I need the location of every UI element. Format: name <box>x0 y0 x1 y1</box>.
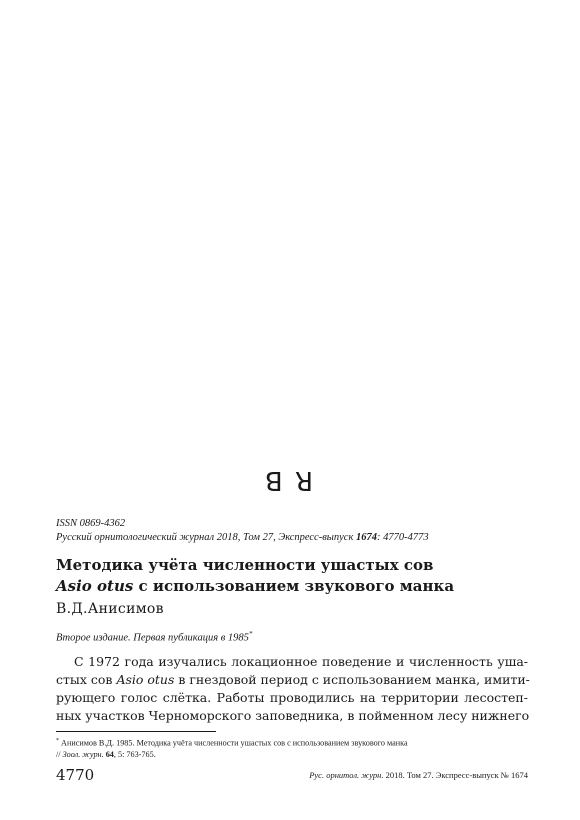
edition-footnote-mark: * <box>248 630 253 638</box>
body-line-2-end: в гнездовой период с использованием манка, имити- <box>174 672 530 687</box>
footnote-divider <box>56 731 216 732</box>
body-line-1: С 1972 года изучались локационное поведение и численность уша- <box>74 654 528 669</box>
running-footer <box>309 770 528 781</box>
body-species: Asio otus <box>116 672 175 687</box>
ornament-divider: ꓭ ꓤ <box>264 468 316 498</box>
title-species: Asio otus <box>56 577 134 595</box>
page-number: 4770 <box>56 766 95 784</box>
body-line-4: ных участков Черноморского заповедника, в пойменном лесу нижнего <box>56 708 530 723</box>
issn: ISSN 0869-4362 <box>56 518 126 529</box>
author-name: В.Д.Анисимов <box>56 601 164 617</box>
issue-number: 1674 <box>356 532 377 543</box>
article-title <box>56 555 528 597</box>
journal-header <box>56 517 528 545</box>
footnote-line-1 <box>56 736 528 749</box>
edition-note <box>56 627 252 646</box>
page-range: : 4770-4773 <box>377 532 429 543</box>
footer-issue: 2018. Том 27. Экспресс-выпуск № 1674 <box>383 770 528 780</box>
footnote-journal: Зоол. журн. <box>62 749 104 759</box>
footnote-volume: 64 <box>105 749 114 759</box>
edition-text: Второе издание. Первая публикация в 1985 <box>56 632 249 644</box>
journal-citation-prefix: Русский орнитологический журнал 2018, Том 27, Экспресс-выпуск <box>56 532 356 543</box>
footer-journal: Рус. орнитол. журн. <box>309 770 384 780</box>
footnote-prefix: // <box>56 749 63 759</box>
body-line-2-start: стых сов <box>56 672 117 687</box>
footnote <box>56 736 528 760</box>
journal-citation <box>56 531 528 545</box>
article-body <box>56 653 528 725</box>
footnote-rest: , 5: 763-765. <box>113 749 156 759</box>
footnote-line-2 <box>56 749 528 760</box>
footnote-mark: * <box>56 738 59 744</box>
title-line-2: с использованием звукового манка <box>133 577 455 595</box>
footnote-text: Анисимов В.Д. 1985. Методика учёта численности ушастых сов с использованием звукового манка <box>59 738 408 748</box>
title-line-1: Методика учёта численности ушастых сов <box>56 556 434 574</box>
body-line-2 <box>56 671 528 689</box>
body-line-3: рующего голос слётка. Работы проводились на территории лесостеп- <box>56 690 528 705</box>
